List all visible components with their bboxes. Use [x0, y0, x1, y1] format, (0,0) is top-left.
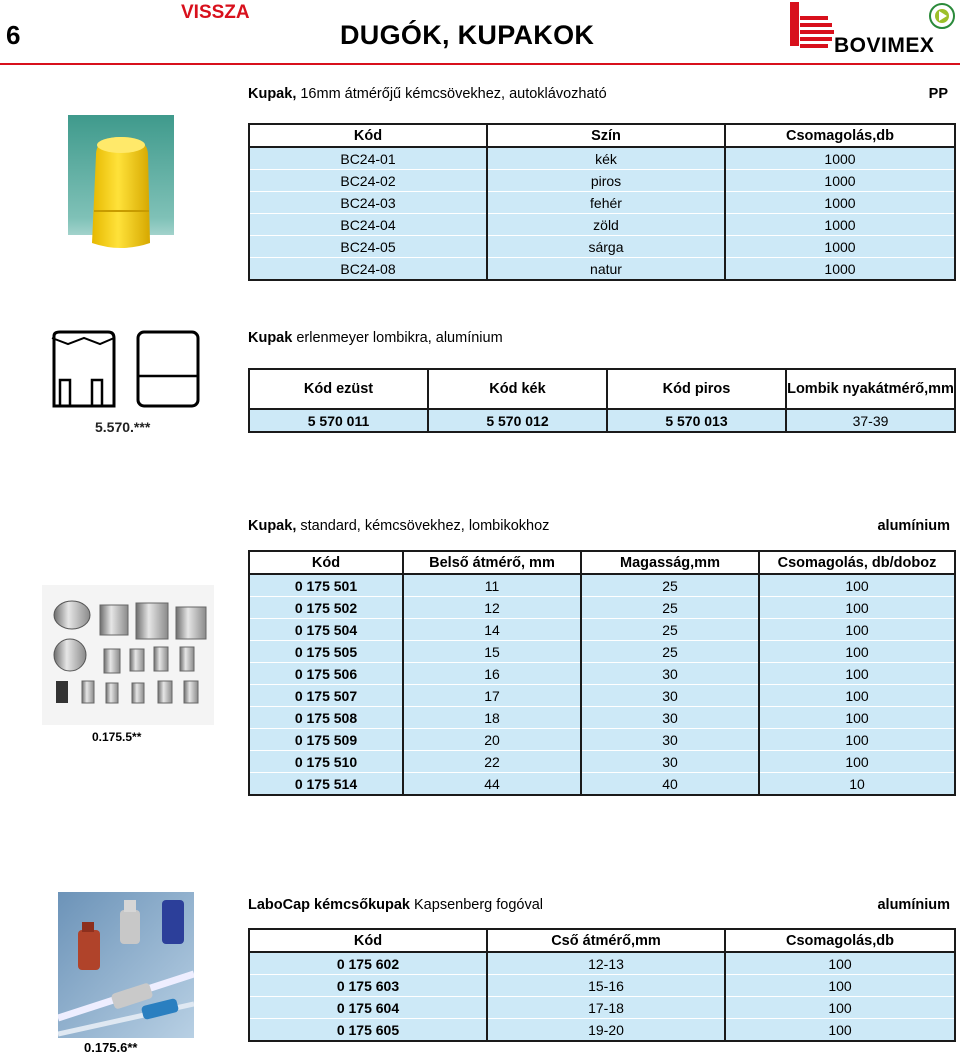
header-rule: [0, 63, 960, 65]
table-header-row: [249, 929, 955, 952]
table-header-row: [249, 551, 955, 574]
code-cell: BC24-03: [249, 192, 487, 214]
code-cell: 0 175 501: [249, 574, 403, 597]
section2-title-rest: erlenmeyer lombikra, alumínium: [292, 330, 503, 346]
pack-cell: 1000: [725, 236, 955, 258]
table-row: [249, 170, 955, 192]
table-row: [249, 597, 955, 619]
table-row: [249, 975, 955, 997]
pack-cell: 100: [759, 641, 955, 663]
pack-cell: 100: [725, 952, 955, 975]
section3-title: [248, 518, 549, 534]
section3-title-bold: Kupak,: [248, 518, 297, 534]
table-row: [249, 619, 955, 641]
pack-cell: 100: [759, 619, 955, 641]
column-header: Kód: [249, 551, 403, 574]
color-cell: natur: [487, 258, 725, 281]
table-row: [249, 997, 955, 1019]
section2-title: [248, 330, 503, 346]
pack-cell: 100: [759, 751, 955, 773]
pack-cell: 1000: [725, 258, 955, 281]
table-row: [249, 685, 955, 707]
tube-diameter-cell: 15-16: [487, 975, 725, 997]
back-link[interactable]: VISSZA: [181, 2, 250, 23]
pack-cell: 100: [759, 729, 955, 751]
code-cell: 0 175 602: [249, 952, 487, 975]
table-row: [249, 751, 955, 773]
section2-image-label: 5.570.***: [95, 419, 151, 435]
pack-cell: 100: [725, 975, 955, 997]
section4-table: [248, 928, 956, 1042]
height-cell: 25: [581, 597, 759, 619]
page-number: 6: [6, 20, 21, 50]
inner-diameter-cell: 17: [403, 685, 581, 707]
height-cell: 25: [581, 619, 759, 641]
code-cell: BC24-02: [249, 170, 487, 192]
pack-cell: 10: [759, 773, 955, 796]
code-cell: 0 175 514: [249, 773, 403, 796]
column-header: Magasság,mm: [581, 551, 759, 574]
code-cell: BC24-05: [249, 236, 487, 258]
table-row: [249, 641, 955, 663]
code-silver-cell: 5 570 011: [249, 409, 428, 432]
column-header: Csomagolás,db: [725, 929, 955, 952]
code-cell: BC24-04: [249, 214, 487, 236]
code-cell: 0 175 603: [249, 975, 487, 997]
code-cell: BC24-01: [249, 147, 487, 170]
height-cell: 30: [581, 685, 759, 707]
code-cell: 0 175 504: [249, 619, 403, 641]
erlenmeyer-cap-drawing: [48, 330, 202, 410]
height-cell: 25: [581, 641, 759, 663]
inner-diameter-cell: 44: [403, 773, 581, 796]
column-header: Kód ezüst: [249, 369, 428, 409]
section3-table: [248, 550, 956, 796]
code-red-cell: 5 570 013: [607, 409, 786, 432]
section1-table: [248, 123, 956, 281]
pack-cell: 1000: [725, 192, 955, 214]
inner-diameter-cell: 16: [403, 663, 581, 685]
height-cell: 25: [581, 574, 759, 597]
neck-diameter-cell: 37-39: [786, 409, 955, 432]
pack-cell: 1000: [725, 170, 955, 192]
code-cell: 0 175 502: [249, 597, 403, 619]
code-cell: 0 175 509: [249, 729, 403, 751]
section3-image-label: 0.175.5**: [92, 730, 142, 744]
section1-title-bold: Kupak,: [248, 86, 297, 102]
column-header: Kód: [249, 929, 487, 952]
section4-image-label: 0.175.6**: [84, 1040, 138, 1055]
table-row: [249, 192, 955, 214]
table-row: [249, 409, 955, 432]
table-header-row: [249, 369, 955, 409]
pack-cell: 1000: [725, 147, 955, 170]
column-header: Csomagolás,db: [725, 124, 955, 147]
table-row: [249, 952, 955, 975]
code-cell: 0 175 510: [249, 751, 403, 773]
tube-diameter-cell: 19-20: [487, 1019, 725, 1042]
section4-title-bold: LaboCap kémcsőkupak: [248, 897, 410, 913]
inner-diameter-cell: 22: [403, 751, 581, 773]
pack-cell: 100: [759, 663, 955, 685]
color-cell: piros: [487, 170, 725, 192]
section2-title-bold: Kupak: [248, 330, 293, 346]
pack-cell: 100: [725, 997, 955, 1019]
inner-diameter-cell: 14: [403, 619, 581, 641]
code-cell: 0 175 506: [249, 663, 403, 685]
column-header: Csomagolás, db/doboz: [759, 551, 955, 574]
height-cell: 30: [581, 707, 759, 729]
column-header: Kód kék: [428, 369, 607, 409]
inner-diameter-cell: 11: [403, 574, 581, 597]
code-cell: 0 175 507: [249, 685, 403, 707]
page-title: DUGÓK, KUPAKOK: [340, 20, 595, 50]
table-row: [249, 258, 955, 281]
table-row: [249, 707, 955, 729]
pack-cell: 100: [725, 1019, 955, 1042]
table-row: [249, 773, 955, 796]
column-header: Szín: [487, 124, 725, 147]
section1-title: [248, 86, 607, 102]
aluminium-caps-image: [42, 585, 214, 725]
table-row: [249, 663, 955, 685]
height-cell: 30: [581, 751, 759, 773]
column-header: Kód: [249, 124, 487, 147]
height-cell: 30: [581, 729, 759, 751]
pack-cell: 100: [759, 597, 955, 619]
section3-title-rest: standard, kémcsövekhez, lombikokhoz: [296, 518, 550, 534]
pack-cell: 100: [759, 574, 955, 597]
code-cell: BC24-08: [249, 258, 487, 281]
table-row: [249, 236, 955, 258]
column-header: Belső átmérő, mm: [403, 551, 581, 574]
inner-diameter-cell: 18: [403, 707, 581, 729]
code-cell: 0 175 605: [249, 1019, 487, 1042]
labocap-image: [58, 892, 194, 1038]
table-header-row: [249, 124, 955, 147]
inner-diameter-cell: 15: [403, 641, 581, 663]
color-cell: sárga: [487, 236, 725, 258]
section1-material: PP: [928, 86, 948, 102]
section4-title-rest: Kapsenberg fogóval: [409, 897, 543, 913]
section2-table: [248, 368, 956, 433]
code-cell: 0 175 505: [249, 641, 403, 663]
tube-diameter-cell: 12-13: [487, 952, 725, 975]
pack-cell: 100: [759, 685, 955, 707]
code-cell: 0 175 604: [249, 997, 487, 1019]
section4-material: alumínium: [877, 897, 950, 913]
table-row: [249, 214, 955, 236]
height-cell: 30: [581, 663, 759, 685]
table-row: [249, 1019, 955, 1042]
pack-cell: 1000: [725, 214, 955, 236]
section1-title-rest: 16mm átmérőjű kémcsövekhez, autoklávozható: [296, 86, 607, 102]
bovimex-logo: [788, 2, 958, 58]
section4-title: [248, 897, 543, 913]
column-header: Kód piros: [607, 369, 786, 409]
logo-text: BOVIMEX: [834, 34, 935, 57]
tube-diameter-cell: 17-18: [487, 997, 725, 1019]
inner-diameter-cell: 20: [403, 729, 581, 751]
code-blue-cell: 5 570 012: [428, 409, 607, 432]
yellow-cap-image: [68, 115, 174, 262]
column-header: Cső átmérő,mm: [487, 929, 725, 952]
table-row: [249, 729, 955, 751]
inner-diameter-cell: 12: [403, 597, 581, 619]
color-cell: zöld: [487, 214, 725, 236]
pack-cell: 100: [759, 707, 955, 729]
color-cell: kék: [487, 147, 725, 170]
code-cell: 0 175 508: [249, 707, 403, 729]
column-header: Lombik nyakátmérő,mm: [786, 369, 955, 409]
section3-material: alumínium: [877, 518, 950, 534]
table-row: [249, 147, 955, 170]
height-cell: 40: [581, 773, 759, 796]
color-cell: fehér: [487, 192, 725, 214]
table-row: [249, 574, 955, 597]
